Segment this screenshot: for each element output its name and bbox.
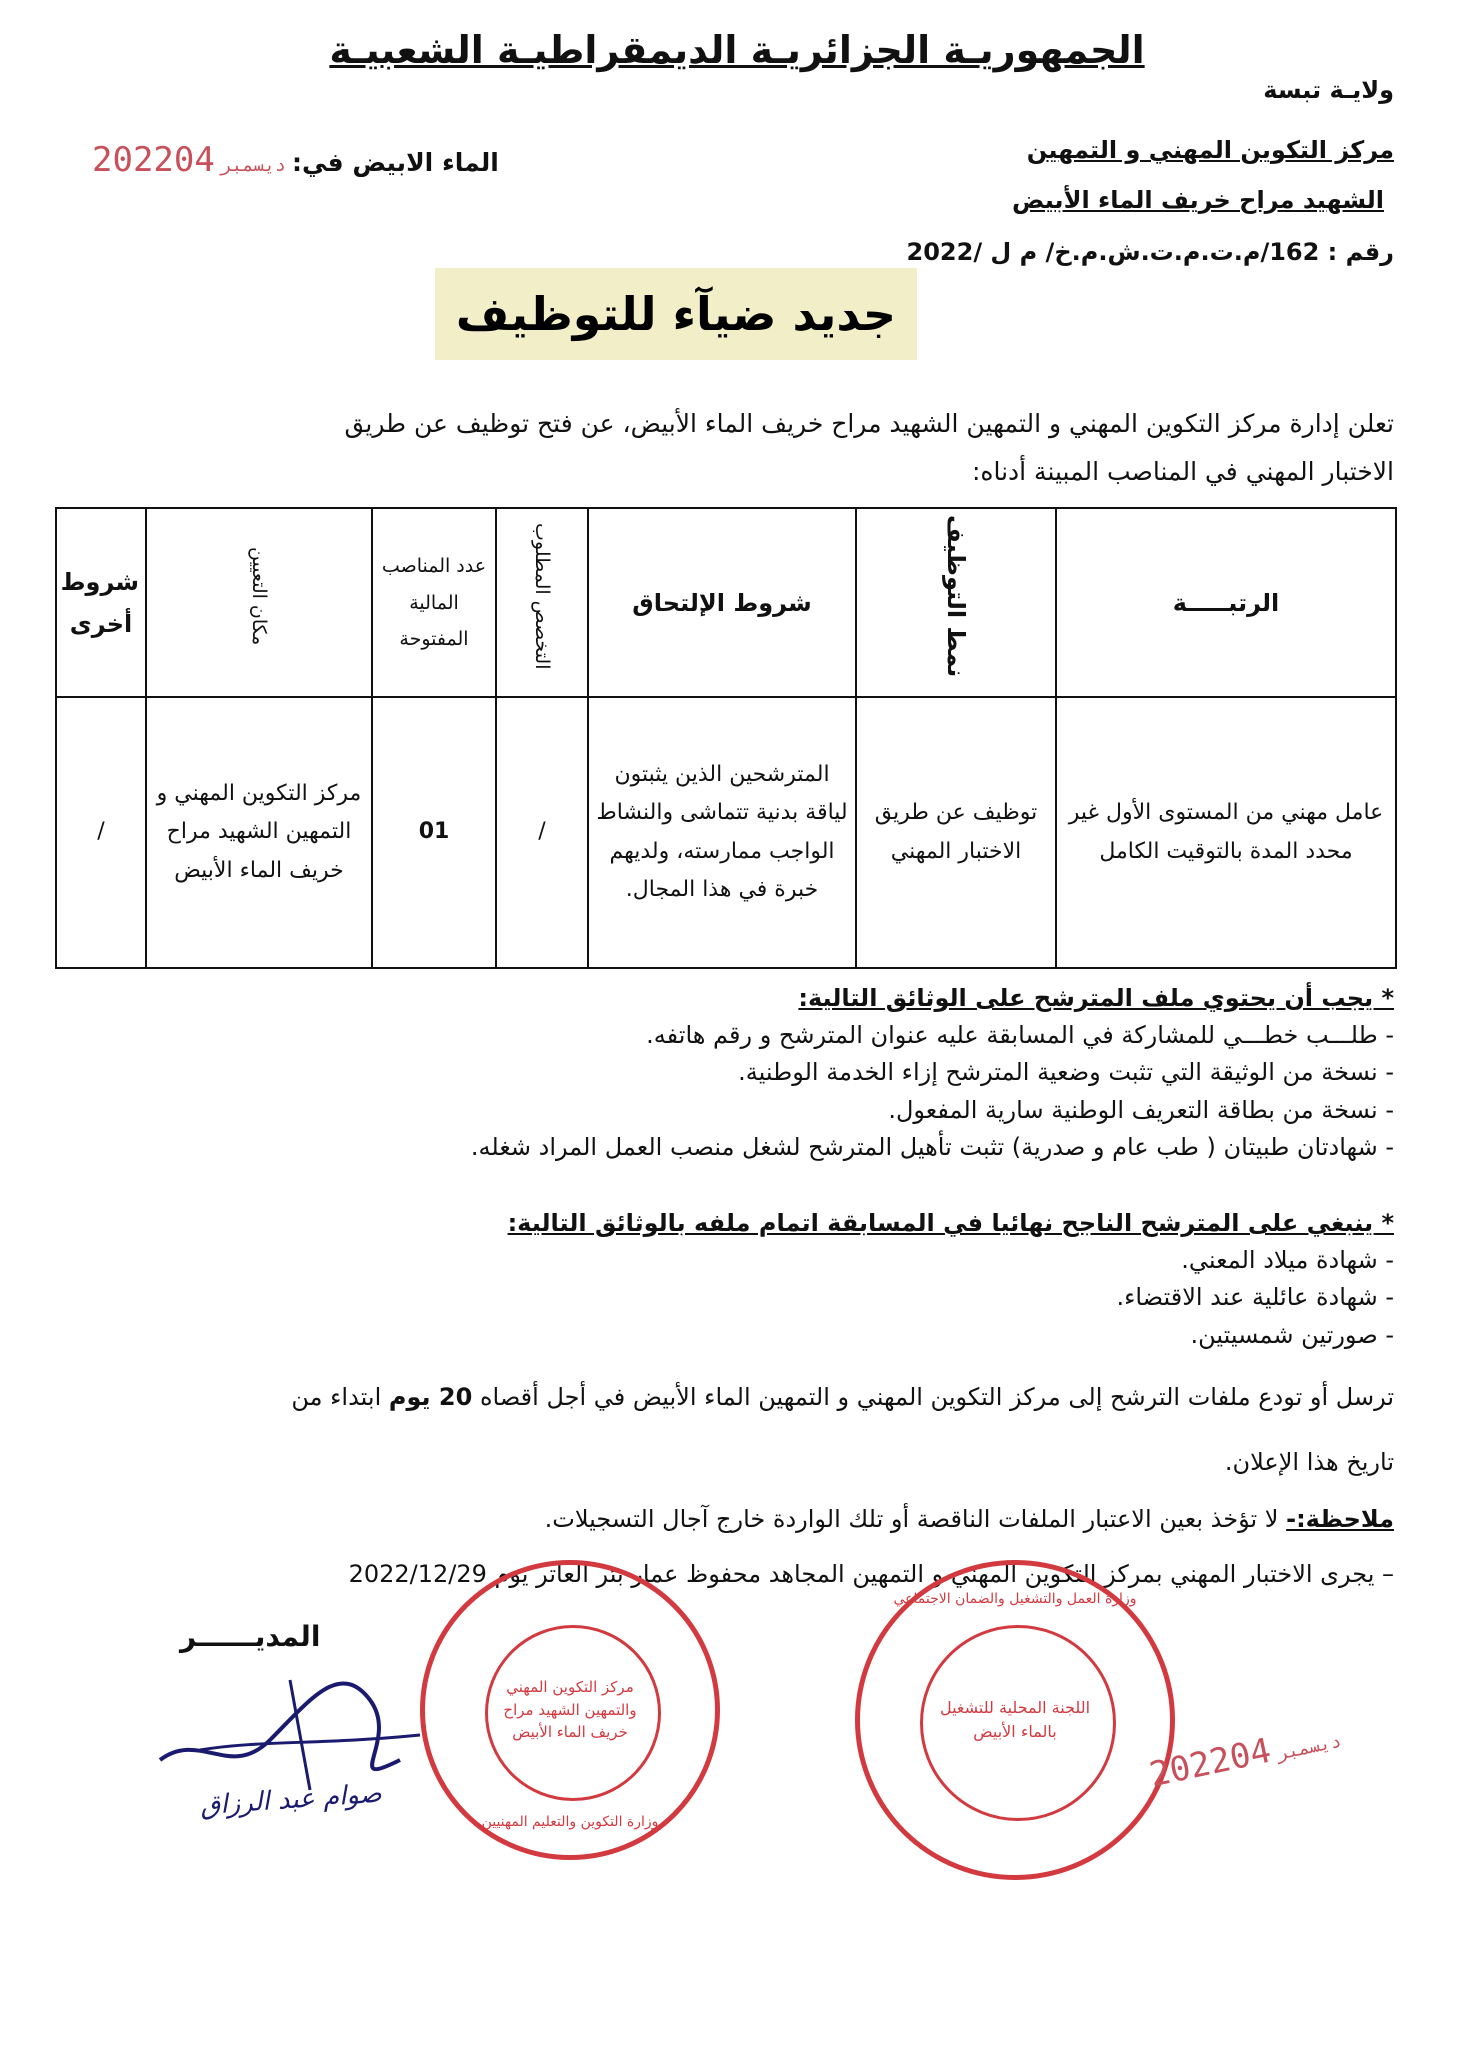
list-item: - شهادتان طبيتان ( طب عام و صدرية) تثبت تأهيل المترشح لشغل منصب العمل المراد شغله. [470,1132,1394,1161]
note-line [545,1505,1394,1533]
cell-rank: عامل مهني من المستوى الأول غير محدد المدة بالتوقيت الكامل [1056,697,1396,968]
cell-specialty: / [496,697,588,968]
date-stamp [92,140,292,180]
page-title: الجمهوريـة الجزائريـة الديمقراطيـة الشعبيـة [329,28,1145,72]
required-docs-heading: * يجب أن يحتوي ملف المترشح على الوثائق التالية: [798,984,1394,1012]
header-positions: عدد المناصب المالية المفتوحة [372,508,496,697]
header-other: شروط أخرى [56,508,146,697]
submission-text-a: ترسل أو تودع ملفات الترشح إلى مركز التكوين المهني و التمهين الماء الأبيض في أجل أقصاه [479,1383,1394,1411]
seal-left-text: مركز التكوين المهني والتمهين الشهيد مراح خريف الماء الأبيض [503,1678,637,1742]
cell-positions: 01 [372,697,496,968]
list-item: - شهادة ميلاد المعني. [1181,1246,1394,1275]
seal-right-ring: وزارة العمل والتشغيل والضمان الاجتماعي [893,1591,1137,1607]
header-specialty [496,508,588,697]
table-row [56,697,1396,968]
banner: جديد ضيآء للتوظيف [435,268,917,360]
header-conditions: شروط الإلتحاق [588,508,856,697]
intro-paragraph [110,400,1394,495]
submission-line1 [120,1383,1394,1411]
list-item: - صورتين شمسيتين. [1190,1320,1394,1349]
date-stamp-2 [1146,1715,1350,1796]
list-item: - نسخة من بطاقة التعريف الوطنية سارية المفعول. [888,1095,1394,1124]
cell-conditions: المترشحين الذين يثبتون لياقة بدنية تتماشى والنشاط الواجب ممارسته، ولديهم خبرة في هذا المجال. [588,697,856,968]
date-stamp-2-day: 04 [1226,1730,1275,1779]
winner-docs-heading: * ينبغي على المترشح الناجح نهائيا في المسابقة اتمام ملفه بالوثائق التالية: [507,1209,1394,1237]
winner-docs-section [300,1205,1394,1354]
place-date-label: الماء الابيض في: [292,148,499,177]
note-label: ملاحظة:- [1286,1505,1394,1533]
list-item: - نسخة من الوثيقة التي تثبت وضعية المترشح إزاء الخدمة الوطنية. [738,1058,1394,1087]
wilaya-label: ولايـة تبسة [1263,76,1394,104]
official-seal-right [855,1560,1175,1880]
signature-scribble [140,1640,440,1800]
header-place [146,508,372,697]
submission-text-b: ابتداء من [291,1383,382,1411]
date-stamp-month: ديسمبر [220,155,286,176]
cell-place: مركز التكوين المهني و التمهين الشهيد مراح خريف الماء الأبيض [146,697,372,968]
header-mode-text: نمط التوظيف [942,515,970,678]
director-title: المديــــــر [180,1620,321,1653]
table-header-row [56,508,1396,697]
submission-days: 20 يوم [388,1383,473,1411]
seal-right-text: اللجنة المحلية للتشغيل بالماء الأبيض [939,1698,1091,1741]
header-rank: الرتبـــــة [1056,508,1396,697]
director-name: صوام عبد الرزاق [199,1778,383,1822]
exam-line: – يجرى الاختبار المهني بمركز التكوين المهني و التمهين المجاهد محفوظ عمار بئر العاتر يوم 2022/12/29 [348,1560,1394,1588]
note-text: لا تؤخذ بعين الاعتبار الملفات الناقصة أو تلك الواردة خارج آجال التسجيلات. [544,1505,1279,1533]
header-specialty-text: التخصص المطلوب [531,523,554,670]
header-mode [856,508,1056,697]
submission-line2: تاريخ هذا الإعلان. [1224,1448,1394,1476]
intro-line2: الاختبار المهني في المناصب المبينة أدناه: [971,456,1394,486]
required-docs-section [300,980,1394,1166]
date-stamp-2-year: 2022 [1146,1739,1235,1796]
header-place-text: مكان التعيين [248,547,271,646]
center-name-line2: الشهيد مراح خريف الماء الأبيض [1012,186,1384,214]
reference-number: رقم : 162/م.ت.م.ت.ش.م.خ/ م ل /2022 [906,238,1394,266]
cell-mode: توظيف عن طريق الاختبار المهني [856,697,1056,968]
positions-table [55,507,1397,969]
cell-other: / [56,697,146,968]
intro-line1: تعلن إدارة مركز التكوين المهني و التمهين الشهيد مراح خريف الماء الأبيض، عن فتح توظيف عن طريق [344,409,1394,438]
date-stamp-2-month: ديسمبر [1275,1730,1344,1765]
official-seal-left [420,1560,720,1860]
center-name-line1: مركز التكوين المهني و التمهين [1026,136,1394,164]
seal-left-ring: وزارة التكوين والتعليم المهنيين [481,1814,659,1830]
date-stamp-year: 2022 [92,140,174,180]
list-item: - طلـــب خطـــي للمشاركة في المسابقة عليه عنوان المترشح و رقم هاتفه. [646,1021,1394,1050]
list-item: - شهادة عائلية عند الاقتضاء. [1116,1283,1394,1312]
date-stamp-day: 04 [173,140,215,180]
